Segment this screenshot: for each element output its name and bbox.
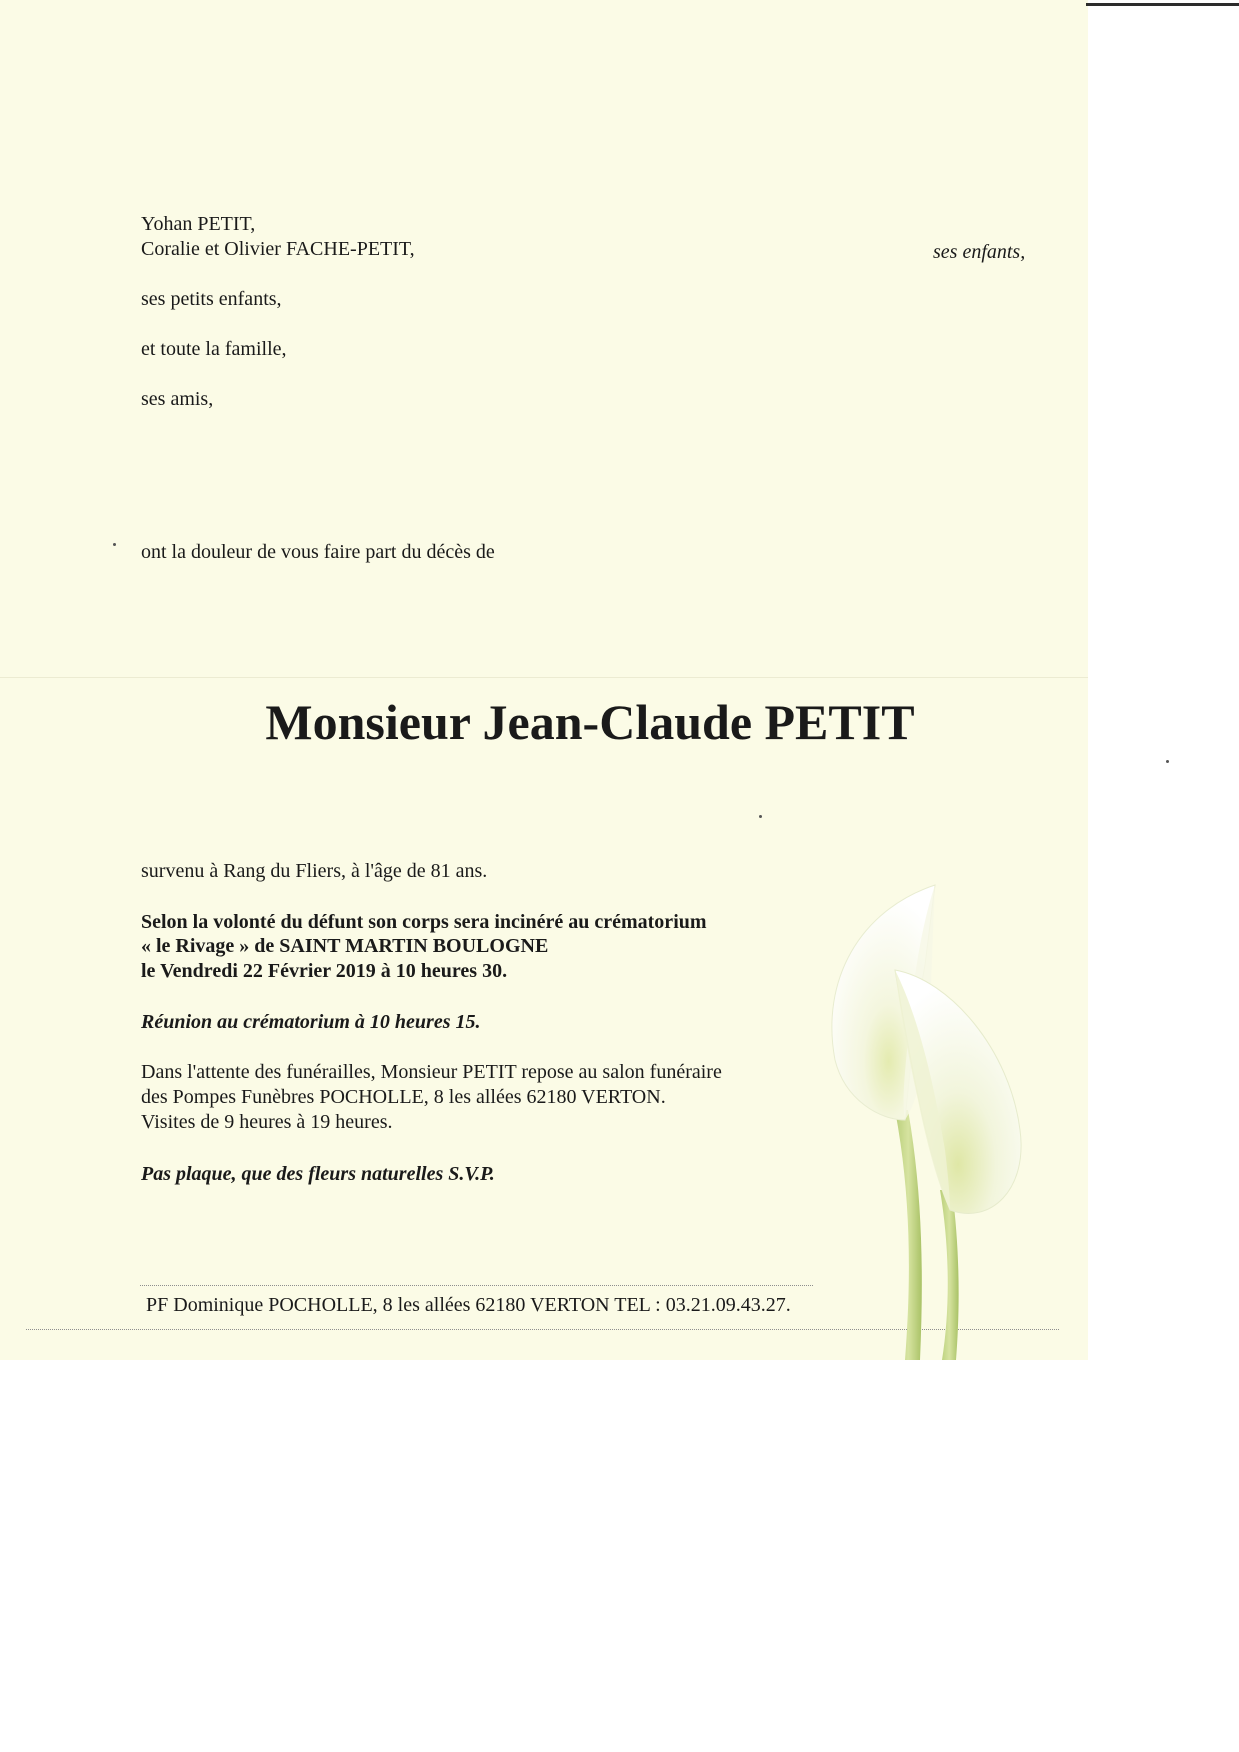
wake-line-3: Visites de 9 heures à 19 heures. <box>141 1111 393 1133</box>
footer-funeral-home: PF Dominique POCHOLLE, 8 les allées 62180 VERTON TEL : 03.21.09.43.27. <box>146 1294 791 1316</box>
friends-line: ses amis, <box>141 388 214 410</box>
fold-line <box>0 677 1088 678</box>
family-line: et toute la famille, <box>141 338 287 360</box>
family-line-1: Yohan PETIT, <box>141 213 256 235</box>
scan-speck <box>113 543 116 546</box>
wake-line-2: des Pompes Funèbres POCHOLLE, 8 les allées 62180 VERTON. <box>141 1086 666 1108</box>
grandchildren-line: ses petits enfants, <box>141 288 282 310</box>
ceremony-line-3: le Vendredi 22 Février 2019 à 10 heures 30. <box>141 960 508 982</box>
scan-edge-line <box>1086 3 1239 6</box>
family-line-2: Coralie et Olivier FACHE-PETIT, <box>141 238 415 260</box>
scan-speck <box>1166 760 1169 763</box>
relation-children: ses enfants, <box>933 241 1026 263</box>
deceased-name: Monsieur Jean-Claude PETIT <box>265 694 915 750</box>
scan-speck <box>759 815 762 818</box>
ceremony-line-2: « le Rivage » de SAINT MARTIN BOULOGNE <box>141 935 549 957</box>
calla-lily-illustration <box>800 870 1050 1360</box>
footer-divider-top <box>140 1285 813 1286</box>
meeting-info: Réunion au crématorium à 10 heures 15. <box>141 1011 481 1033</box>
wake-line-1: Dans l'attente des funérailles, Monsieur PETIT repose au salon funéraire <box>141 1061 722 1083</box>
announcement-text: ont la douleur de vous faire part du décès de <box>141 541 495 563</box>
flowers-note: Pas plaque, que des fleurs naturelles S.V.P. <box>141 1163 495 1185</box>
ceremony-line-1: Selon la volonté du défunt son corps sera incinéré au crématorium <box>141 911 707 933</box>
death-info: survenu à Rang du Fliers, à l'âge de 81 ans. <box>141 860 488 882</box>
